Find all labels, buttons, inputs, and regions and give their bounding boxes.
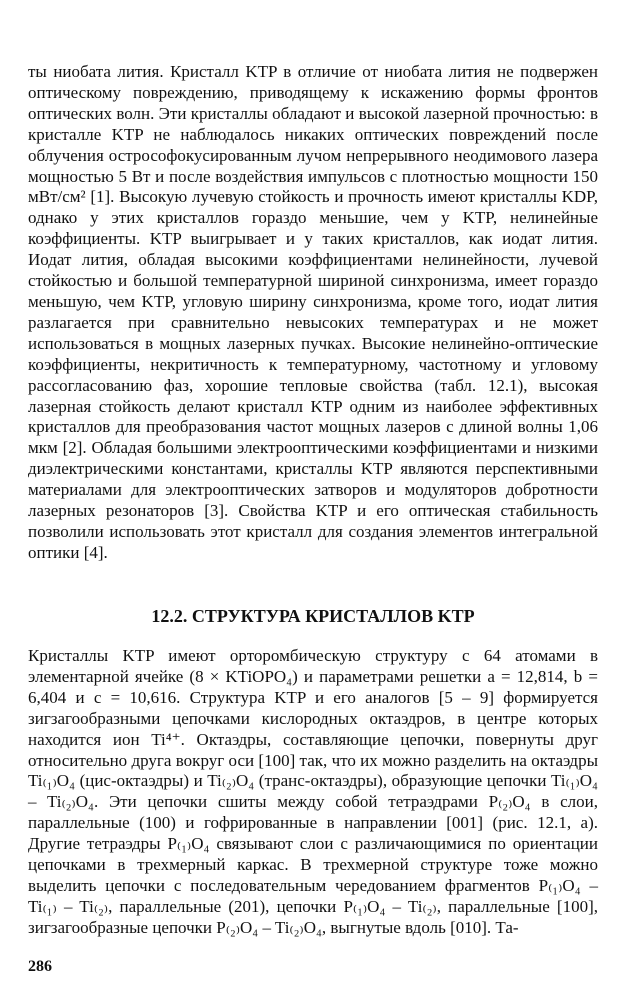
- paragraph-ktp-structure: Кристаллы KTP имеют орторомбическую структуру с 64 атомами в элементарной ячейке (8 × KTiOPO₄) и параметрами решетки a = 12,814, b = 6,404 и c = 10,616. Структура KTP и его аналогов [5 – 9] формируется зигзагообразными цепочками кислородных октаэдров, в центре которых находится ион Ti⁴⁺. Октаэдры, составляющие цепочки, повернуты друг относительно друга вокруг оси [100] так, что их можно разделить на октаэдры Ti₍₁₎O₄ (цис-октаэдры) и Ti₍₂₎O₄ (транс-октаэдры), образующие цепочки Ti₍₁₎O₄ – Ti₍₂₎O₄. Эти цепочки сшиты между собой тетраэдрами P₍₂₎O₄ в слои, параллельные (100) и гофрированные в направлении [001] (рис. 12.1, a). Другие тетраэдры P₍₁₎O₄ связывают слои с различающимися по ориентации цепочками в трехмерный каркас. В трехмерной структуре тоже можно выделить цепочки с последовательным чередованием фрагментов P₍₁₎O₄ – Ti₍₁₎ – Ti₍₂₎, параллельные (201), цепочки P₍₁₎O₄ – Ti₍₂₎, параллельные [100], зигзагообразные цепочки P₍₂₎O₄ – Ti₍₂₎O₄, выгнутые вдоль [010]. Та-: [28, 646, 598, 937]
- page-number: 286: [28, 958, 52, 975]
- paragraph-ktp-properties: ты ниобата лития. Кристалл KTP в отличие от ниобата лития не подвержен оптическому повреждению, приводящему к искажению формы фронтов оптических волн. Эти кристаллы обладают и высокой лазерной прочностью: в кристалле KTP не наблюдалось никаких оптических повреждений после облучения острософокусированным лучом непрерывного неодимового лазера мощностью 5 Вт и после воздействия импульсов с плотностью мощности 150 мВт/см² [1]. Высокую лучевую стойкость и прочность имеют кристаллы KDP, однако у этих кристаллов гораздо меньшие, чем у KTP, нелинейные коэффициенты. KTP выигрывает и у таких кристаллов, как иодат лития. Иодат лития, обладая высокими коэффициентами нелинейности, лучевой стойкостью и большой температурной шириной синхронизма, имеет гораздо меньшую, чем KTP, угловую ширину синхронизма, кроме того, иодат лития разлагается при сравнительно невысоких температурах и не может использоваться в мощных лазерных пучках. Высокие нелинейно-оптические коэффициенты, некритичность к температурному, частотному и угловому рассогласованию фаз, хорошие тепловые свойства (табл. 12.1), высокая лазерная стойкость делают кристалл KTP одним из наиболее эффективных кристаллов для преобразования частот мощных лазеров с длиной волны 1,06 мкм [2]. Обладая большими электрооптическими коэффициентами и низкими диэлектрическими константами, кристаллы KTP являются перспективными материалами для электрооптических затворов и модуляторов добротности лазерных резонаторов [3]. Свойства KTP и его оптическая стабильность позволили использовать этот кристалл для создания элементов интегральной оптики [4].: [28, 62, 598, 562]
- section-heading: 12.2. СТРУКТУРА КРИСТАЛЛОВ KTP: [151, 606, 475, 626]
